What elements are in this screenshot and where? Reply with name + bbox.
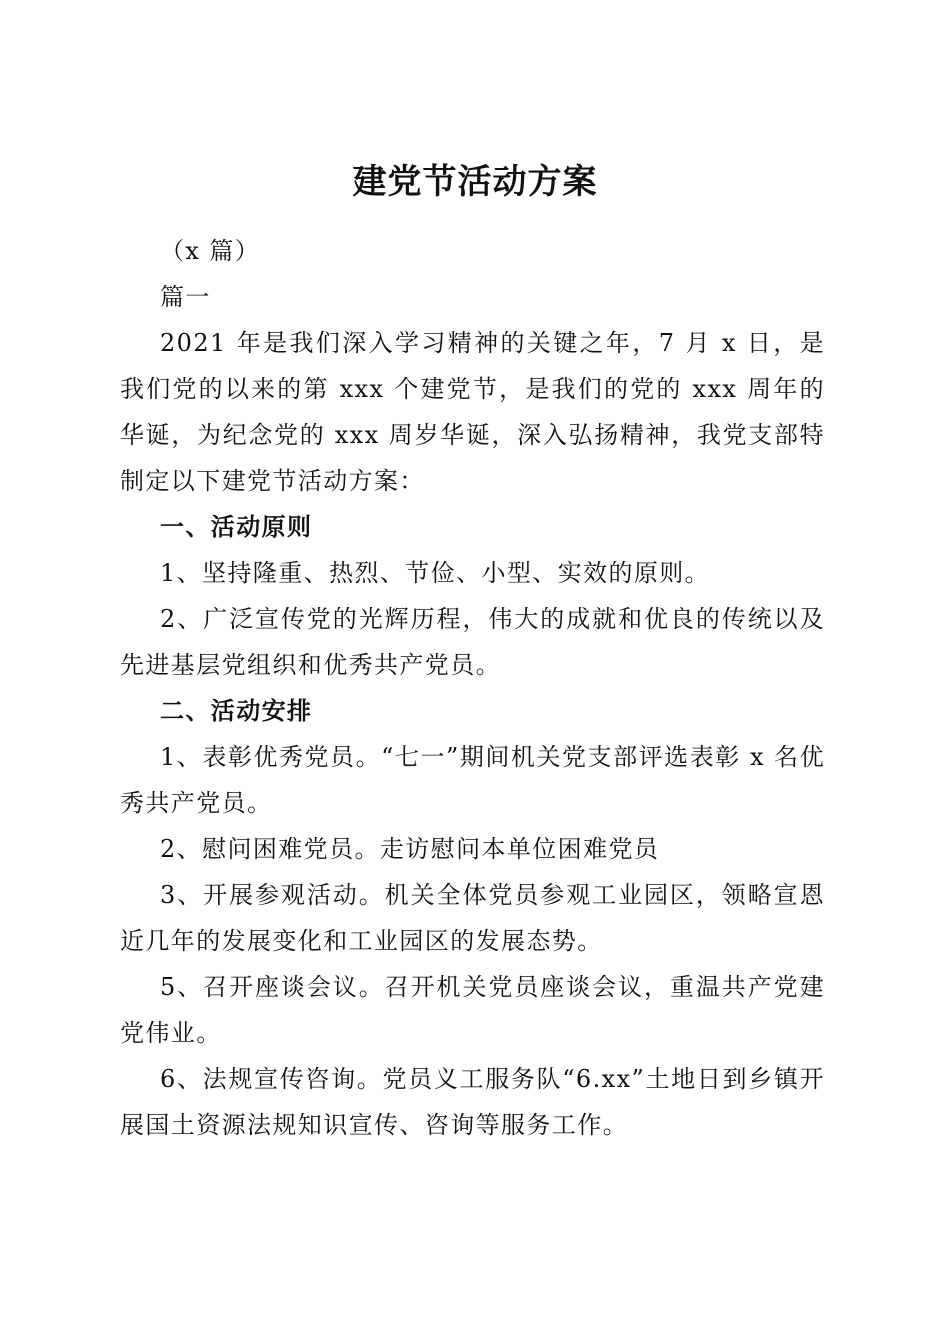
arrangement-item-1: 1、表彰优秀党员。“七一”期间机关党支部评选表彰 x 名优秀共产党员。 [120, 743, 825, 817]
subtitle: （x 篇） [160, 237, 261, 265]
principle-item-2: 2、广泛宣传党的光辉历程，伟大的成就和优良的传统以及先进基层党组织和优秀共产党员。 [120, 605, 825, 679]
arrangement-item-6: 6、法规宣传咨询。党员义工服务队“6.xx”土地日到乡镇开展国土资源法规知识宣传、咨询等服务工作。 [120, 1065, 825, 1139]
section-label: 篇一 [160, 283, 211, 311]
principle-item-1: 1、坚持隆重、热烈、节俭、小型、实效的原则。 [160, 559, 711, 587]
document-title: 建党节活动方案 [352, 161, 598, 202]
arrangement-item-5: 5、召开座谈会议。召开机关党员座谈会议，重温共产党建党伟业。 [120, 973, 825, 1047]
intro-paragraph: 2021 年是我们深入学习精神的关键之年，7 月 x 日，是我们党的以来的第 xxx 个建党节，是我们的党的 xxx 周年的华诞，为纪念党的 xxx 周岁华诞，深入弘扬精神，我党支部特制定以下建党节活动方案： [120, 329, 825, 495]
section-heading-arrangements: 二、活动安排 [160, 697, 313, 725]
arrangement-item-3: 3、开展参观活动。机关全体党员参观工业园区，领略宣恩近几年的发展变化和工业园区的发展态势。 [120, 881, 825, 955]
document-body [120, 228, 825, 1148]
arrangement-item-2: 2、慰问困难党员。走访慰问本单位困难党员 [160, 835, 660, 863]
section-heading-principles: 一、活动原则 [160, 513, 313, 541]
